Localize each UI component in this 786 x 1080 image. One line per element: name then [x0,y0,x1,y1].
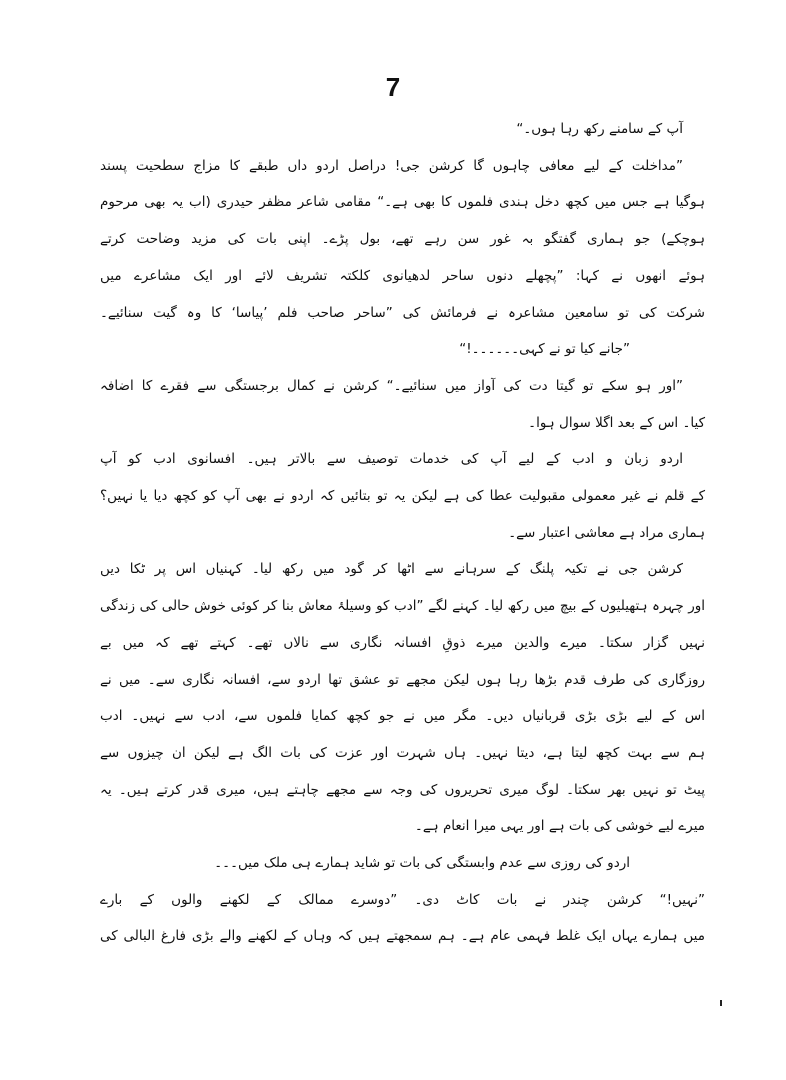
page-number: 7 [385,72,401,102]
text-line: پیٹ تو نہیں بھر سکتا۔ لوگ میری تحریروں کی وجہ سے مجھے چاہتے ہیں، میری قدر کرتے ہیں۔ یہ [100,781,705,798]
text-line: شرکت کی تو سامعین مشاعرہ نے فرمائش کی ”ساحر صاحب فلم ’پیاسا‘ کا وہ گیت سنائیے۔ [100,304,705,321]
text-line: اردو زبان و ادب کے لیے آپ کی خدمات توصیف سے بالاتر ہیں۔ افسانوی ادب کو آپ [100,451,683,468]
text-line: ہوگیا ہے جس میں کچھ دخل ہندی فلموں کا بھی ہے۔“ مقامی شاعر مظفر حیدری (اب یہ بھی مرحوم [100,194,705,211]
text-line: آپ کے سامنے رکھ رہا ہوں۔“ [516,121,683,137]
text-line: ”جانے کیا تو نے کہی۔۔۔۔۔۔!“ [459,341,630,358]
scan-mark [720,1000,722,1006]
urdu-text-body [100,111,705,955]
text-line: ہوئے انھوں نے کہا: ”پچھلے دنوں ساحر لدھیانوی کلکتہ تشریف لائے اور ایک مشاعرے میں [100,267,705,284]
text-line: نہیں گزار سکتا۔ میرے والدین میرے ذوقِ افسانہ نگاری سے نالاں تھے۔ کہتے تھے کہ میں بے [100,634,705,651]
text-line: ہم سے بہت کچھ لیتا ہے، دیتا نہیں۔ ہاں شہرت اور عزت کی بات الگ ہے لیکن ان چیزوں سے [100,744,705,761]
text-line: میں ہمارے یہاں ایک غلط فہمی عام ہے۔ ہم سمجھتے ہیں کہ وہاں کے لکھنے والے بڑی فارغ البالی کی [100,928,705,945]
text-line: ہماری مراد ہے معاشی اعتبار سے۔ [508,524,705,541]
text-line: کیا۔ اس کے بعد اگلا سوال ہوا۔ [528,414,705,431]
text-line: اس کے لیے بڑی بڑی قربانیاں دیں۔ مگر میں نے جو کچھ کمایا فلموں سے، ادب سے نہیں۔ ادب [100,708,705,725]
text-line: روزگاری کی طرف قدم بڑھا رہا ہوں لیکن مجھے تو عشق تھا اردو سے، افسانہ نگاری سے۔ میں نے [100,671,705,688]
text-line: اردو کی روزی سے عدم وابستگی کی بات تو شاید ہمارے ہی ملک میں۔۔۔ [214,855,630,872]
text-line: ہوچکے) جو ہماری گفتگو بہ غور سن رہے تھے، بول پڑے۔ اپنی بات کی مزید وضاحت کرتے [100,231,705,248]
text-line: میرے لیے خوشی کی بات ہے اور یہی میرا انعام ہے۔ [414,818,705,835]
text-line: اور چہرہ ہتھیلیوں کے بیچ میں رکھ لیا۔ کہنے لگے ”ادب کو وسیلۂ معاش بنا کر کوئی خوش حالی کی زندگی [100,598,705,615]
text-line: کرشن جی نے تکیہ پلنگ کے سرہانے سے اٹھا کر گود میں رکھ لیا۔ کہنیاں اس پر ٹکا دیں [100,561,683,578]
text-line: ”نہیں!“ کرشن چندر نے بات کاٹ دی۔ ”دوسرے ممالک کے لکھنے والوں کے بارے [100,891,705,908]
text-line: ”اور ہو سکے تو گیتا دت کی آواز میں سنائیے۔“ کرشن نے کمال برجستگی سے فقرے کا اضافہ [100,377,683,394]
text-line: کے قلم نے غیر معمولی مقبولیت عطا کی ہے لیکن یہ تو بتائیں کہ اردو نے بھی آپ کو کچھ دیا یا نہیں؟ [100,488,705,505]
text-line: ”مداخلت کے لیے معافی چاہوں گا کرشن جی! دراصل اردو داں طبقے کا مزاج سطحیت پسند [100,157,683,174]
